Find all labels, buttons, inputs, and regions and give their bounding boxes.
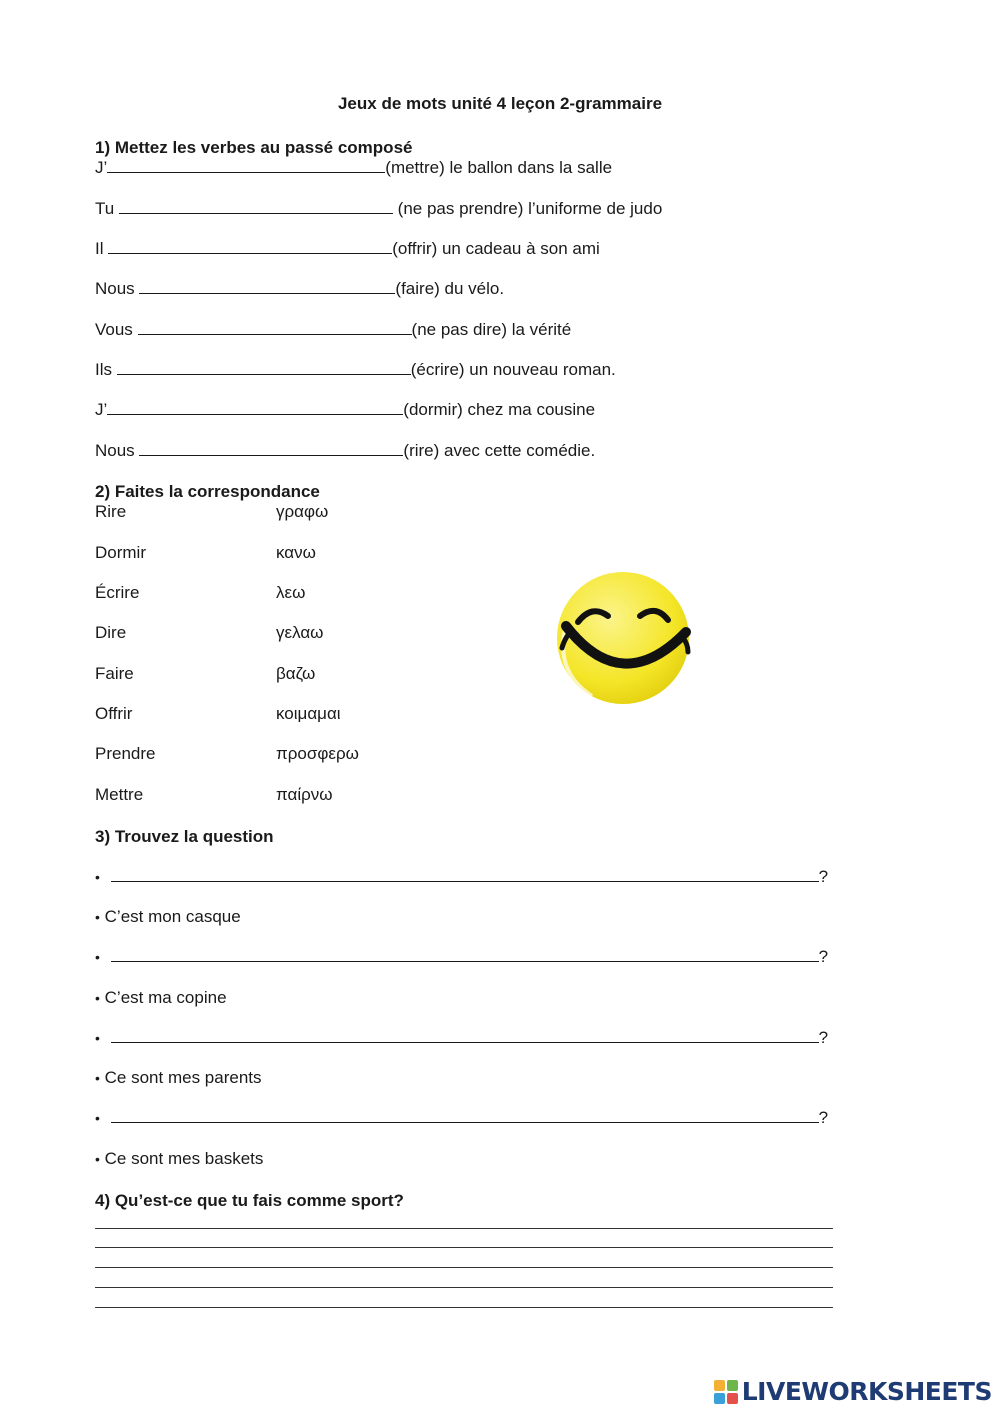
answer-line-1 xyxy=(95,907,241,927)
writing-line[interactable] xyxy=(95,1307,833,1308)
given-answer: Ce sont mes parents xyxy=(104,1068,262,1087)
given-answer: C’est ma copine xyxy=(104,988,227,1007)
french-verb: Dormir xyxy=(95,543,146,562)
writing-line[interactable] xyxy=(95,1247,833,1248)
answer-line-3 xyxy=(95,1068,262,1088)
answer-blank[interactable] xyxy=(107,158,385,173)
subject: Ils xyxy=(95,360,112,379)
writing-line[interactable] xyxy=(95,1287,833,1288)
french-verb: Dire xyxy=(95,623,127,642)
section-3-heading: 3) Trouvez la question xyxy=(95,827,274,846)
exercise-line-7 xyxy=(95,400,595,420)
prompt: (ne pas prendre) l’uniforme de judo xyxy=(392,199,663,218)
bullet: • xyxy=(95,869,100,885)
question-mark: ? xyxy=(818,867,829,886)
bullet: • xyxy=(95,1030,100,1046)
greek-verb[interactable]: γραφω xyxy=(276,502,329,521)
bullet: • xyxy=(95,949,100,965)
question-blank[interactable] xyxy=(111,1108,819,1123)
french-verb: Faire xyxy=(95,664,134,683)
smiley-face-icon xyxy=(552,568,696,712)
bullet: • xyxy=(95,1070,100,1086)
answer-blank[interactable] xyxy=(139,441,403,456)
question-blank[interactable] xyxy=(111,947,819,962)
bullet: • xyxy=(95,1110,100,1126)
question-line-4 xyxy=(95,1108,828,1128)
logo-square xyxy=(727,1380,738,1391)
question-mark: ? xyxy=(818,1028,829,1047)
question-line-3 xyxy=(95,1028,828,1048)
question-blank[interactable] xyxy=(111,1028,819,1043)
exercise-line-4 xyxy=(95,279,504,299)
subject: J’ xyxy=(95,400,108,419)
bullet: • xyxy=(95,1151,100,1167)
prompt: (ne pas dire) la vérité xyxy=(411,320,572,339)
question-line-1 xyxy=(95,867,828,887)
prompt: (faire) du vélo. xyxy=(395,279,505,298)
subject: Il xyxy=(95,239,104,258)
answer-blank[interactable] xyxy=(119,199,393,214)
writing-line[interactable] xyxy=(95,1267,833,1268)
logo-square xyxy=(727,1393,738,1404)
prompt: (offrir) un cadeau à son ami xyxy=(392,239,600,258)
subject: J’ xyxy=(95,158,108,177)
exercise-line-6 xyxy=(95,360,616,380)
answer-blank[interactable] xyxy=(107,400,403,415)
answer-line-2 xyxy=(95,988,227,1008)
french-verb: Mettre xyxy=(95,785,144,804)
question-line-2 xyxy=(95,947,828,967)
greek-verb[interactable]: γελαω xyxy=(276,623,324,642)
bullet: • xyxy=(95,990,100,1006)
exercise-line-5 xyxy=(95,320,571,340)
section-2-heading: 2) Faites la correspondance xyxy=(95,482,320,501)
given-answer: C’est mon casque xyxy=(104,907,241,926)
french-verb: Prendre xyxy=(95,744,156,763)
french-verb: Rire xyxy=(95,502,127,521)
exercise-line-2 xyxy=(95,199,662,219)
greek-verb[interactable]: λεω xyxy=(276,583,306,602)
french-verb: Écrire xyxy=(95,583,140,602)
greek-verb[interactable]: παίρνω xyxy=(276,785,333,804)
prompt: (dormir) chez ma cousine xyxy=(403,400,596,419)
exercise-line-3 xyxy=(95,239,600,259)
prompt: (écrire) un nouveau roman. xyxy=(410,360,616,379)
liveworksheets-logo[interactable] xyxy=(714,1377,992,1406)
bullet: • xyxy=(95,909,100,925)
subject: Tu xyxy=(95,199,115,218)
subject: Vous xyxy=(95,320,133,339)
greek-verb[interactable]: προσφερω xyxy=(276,744,359,763)
answer-blank[interactable] xyxy=(108,239,392,254)
answer-line-4 xyxy=(95,1149,263,1169)
page-title: Jeux de mots unité 4 leçon 2-grammaire xyxy=(337,94,663,113)
exercise-line-8 xyxy=(95,441,595,461)
subject: Nous xyxy=(95,279,135,298)
prompt: (mettre) le ballon dans la salle xyxy=(385,158,613,177)
prompt: (rire) avec cette comédie. xyxy=(403,441,596,460)
answer-blank[interactable] xyxy=(138,320,412,335)
question-blank[interactable] xyxy=(111,867,819,882)
given-answer: Ce sont mes baskets xyxy=(104,1149,264,1168)
greek-verb[interactable]: κανω xyxy=(276,543,316,562)
logo-square xyxy=(714,1380,725,1391)
subject: Nous xyxy=(95,441,135,460)
logo-text: LIVEWORKSHEETS xyxy=(741,1377,992,1406)
exercise-line-1 xyxy=(95,158,612,178)
section-4-heading: 4) Qu’est-ce que tu fais comme sport? xyxy=(95,1191,404,1210)
greek-verb[interactable]: κοιμαμαι xyxy=(276,704,341,723)
question-mark: ? xyxy=(818,947,829,966)
answer-blank[interactable] xyxy=(117,360,411,375)
logo-squares-icon xyxy=(714,1380,738,1404)
french-verb: Offrir xyxy=(95,704,133,723)
greek-verb[interactable]: βαζω xyxy=(276,664,316,683)
section-1-heading: 1) Mettez les verbes au passé composé xyxy=(95,138,413,157)
writing-line[interactable] xyxy=(95,1228,833,1229)
logo-square xyxy=(714,1393,725,1404)
answer-blank[interactable] xyxy=(139,279,395,294)
question-mark: ? xyxy=(818,1108,829,1127)
